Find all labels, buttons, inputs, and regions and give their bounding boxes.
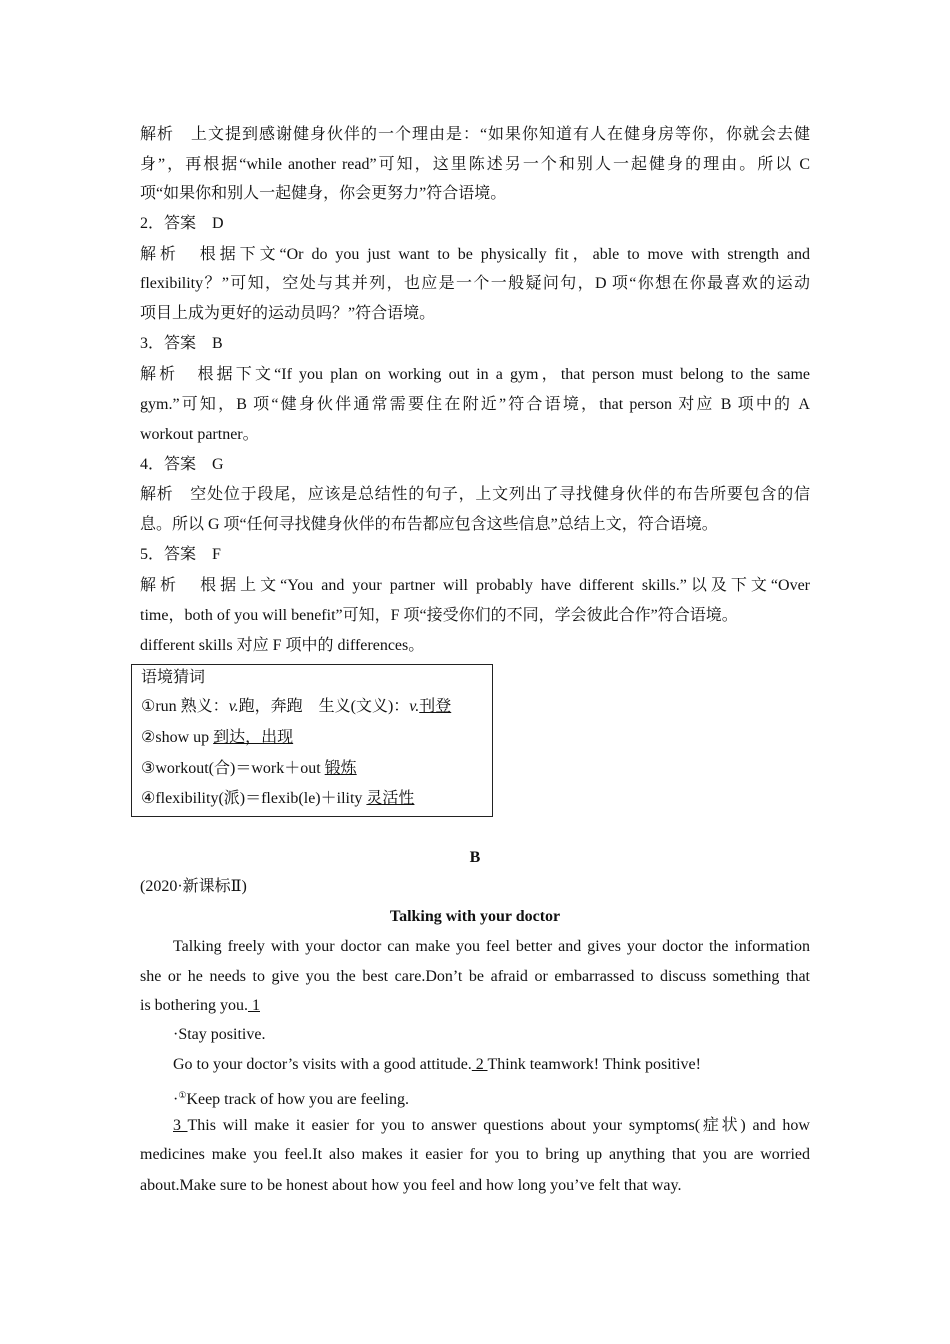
answer-4-explanation-line-1: 解析 空处位于段尾，应该是总结性的句子，上文列出了寻找健身伙伴的布告所要包含的信 — [140, 486, 810, 503]
vocab-item-show-up: ②show up 到达，出现 — [141, 729, 294, 746]
vocab-item-run: ①run 熟义：v.跑，奔跑 生义(文义)：v.刊登 — [141, 698, 452, 715]
answer-1-explanation-line-2: 身”，再根据“while another read”可知，这里陈述另一个和别人一起健身的理由。所以 C — [140, 156, 810, 173]
answer-3-heading: 3．答案 B — [140, 335, 223, 352]
passage-title: Talking with your doctor — [389, 908, 561, 925]
bullet-stay-positive: ·Stay positive. — [173, 1026, 266, 1043]
answer-4-explanation-line-2: 息。所以 G 项“任何寻找健身伙伴的布告都应包含这些信息”总结上文，符合语境。 — [140, 516, 718, 533]
paragraph-3-line-1: 3 This will make it easier for you to answer questions about your symptoms(症状) and how — [173, 1117, 810, 1134]
paragraph-2: Go to your doctor’s visits with a good attitude. 2 Think teamwork! Think positive! — [173, 1056, 701, 1073]
answer-1-explanation-line-3: 项“如果你和别人一起健身，你会更努力”符合语境。 — [140, 185, 507, 202]
paragraph-3-line-2: medicines make you feel.It also makes it easier for you to bring up anything that you are worried — [140, 1146, 810, 1163]
answer-5-explanation-line-3: different skills 对应 F 项中的 differences。 — [140, 637, 425, 654]
answer-5-heading: 5．答案 F — [140, 546, 221, 563]
section-label: B — [469, 849, 481, 866]
paragraph-1-line-1: Talking freely with your doctor can make you feel better and gives your doctor the information — [173, 938, 810, 955]
bullet-keep-track: ·①Keep track of how you are feeling. — [173, 1090, 409, 1108]
paragraph-1-line-2: she or he needs to give you the best care.Don’t be afraid or embarrassed to discuss something that — [140, 968, 810, 985]
blank-1: 1 — [248, 997, 260, 1014]
answer-4-heading: 4．答案 G — [140, 456, 224, 473]
vocab-answer-flexibility: 灵活性 — [366, 790, 415, 807]
vocab-answer-workout: 锻炼 — [324, 760, 357, 777]
answer-3-explanation-line-3: workout partner。 — [140, 426, 259, 443]
vocab-title: 语境猜词 — [141, 669, 206, 686]
answer-1-explanation-line-1: 解析 上文提到感谢健身伙伴的一个理由是：“如果你知道有人在健身房等你，你就会去健 — [140, 126, 810, 143]
blank-3: 3 — [173, 1117, 188, 1134]
answer-2-explanation-line-3: 项目上成为更好的运动员吗？”符合语境。 — [140, 305, 436, 322]
answer-5-explanation-line-2: time，both of you will benefit”可知，F 项“接受你们的不同，学会彼此合作”符合语境。 — [140, 607, 738, 624]
answer-2-explanation-line-1: 解析 根据下文“Or do you just want to be physically fit，able to move with strength and — [140, 246, 810, 263]
footnote-mark: ① — [178, 1090, 187, 1100]
blank-2: 2 — [471, 1056, 488, 1073]
paragraph-1-line-3: is bothering you. 1 — [140, 997, 260, 1014]
vocab-item-workout: ③workout(合)＝work＋out 锻炼 — [141, 760, 357, 777]
answer-3-explanation-line-1: 解析 根据下文“If you plan on working out in a gym，that person must belong to the same — [140, 366, 810, 383]
answer-3-explanation-line-2: gym.”可知，B 项“健身伙伴通常需要住在附近”符合语境，that person 对应 B 项中的 A — [140, 396, 810, 413]
answer-5-explanation-line-1: 解析 根据上文“You and your partner will probably have different skills.”以及下文“Over — [140, 577, 810, 594]
paragraph-3-line-3: about.Make sure to be honest about how you feel and how long you’ve felt that way. — [140, 1177, 682, 1194]
vocab-guess-box — [131, 664, 493, 817]
vocab-answer-run: 刊登 — [419, 698, 452, 715]
answer-2-explanation-line-2: flexibility？”可知，空处与其并列，也应是一个一般疑问句，D 项“你想在你最喜欢的运动 — [140, 275, 810, 292]
vocab-answer-show-up: 到达，出现 — [213, 729, 294, 746]
vocab-item-flexibility: ④flexibility(派)＝flexib(le)＋ility 灵活性 — [141, 790, 415, 807]
passage-source: (2020·新课标Ⅱ) — [140, 878, 247, 895]
answer-2-heading: 2．答案 D — [140, 215, 224, 232]
